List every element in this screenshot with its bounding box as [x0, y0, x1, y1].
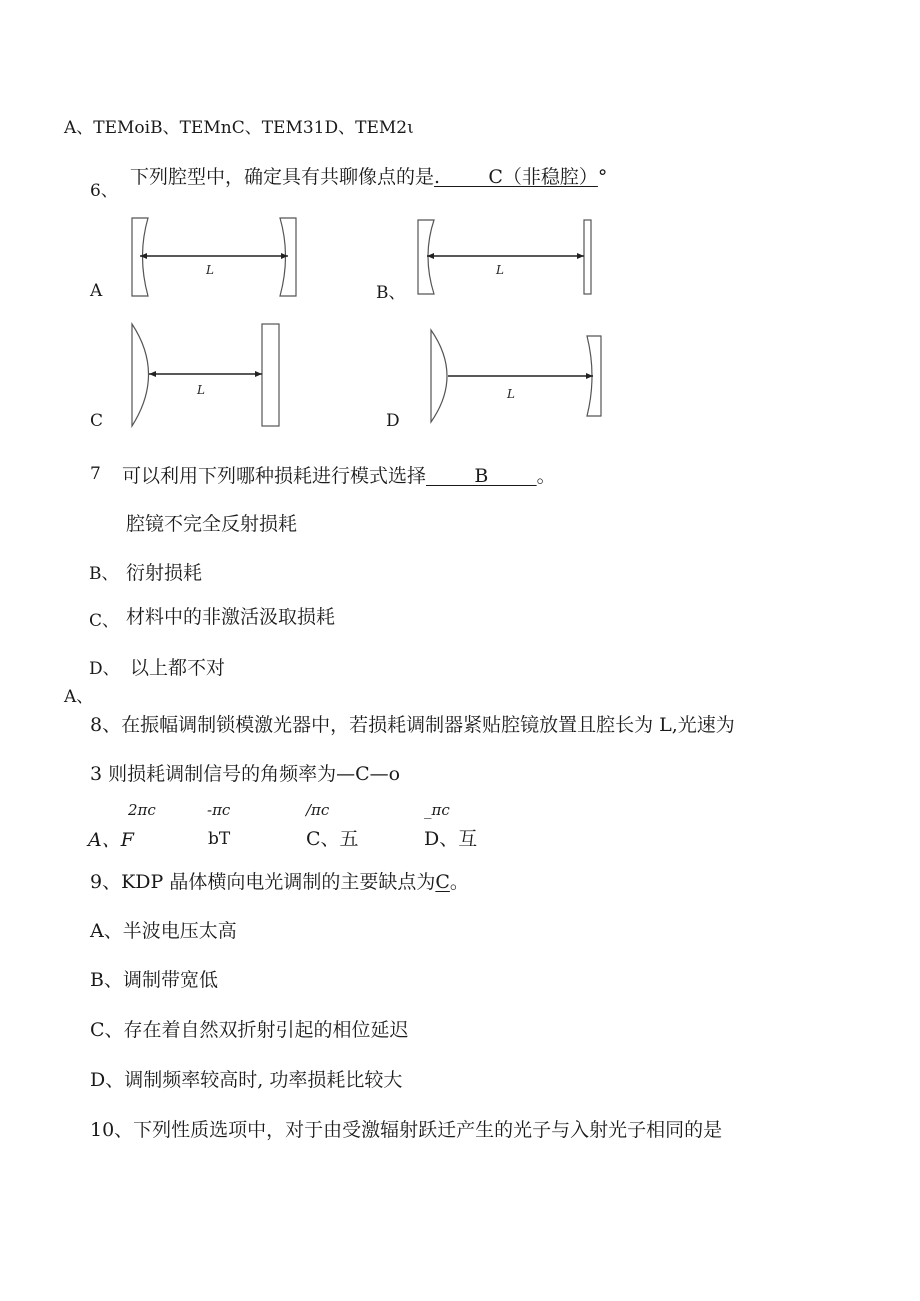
- q7-option-d-letter: D、: [89, 659, 120, 679]
- q7-option-d-text: 以上都不对: [130, 657, 226, 679]
- cavity-figure-c: [127, 322, 287, 430]
- q6-answer-blank: . C（非稳腔）: [434, 166, 598, 188]
- q7-option-b-text: 衍射损耗: [126, 562, 203, 584]
- q8-numerator-d: _πc: [424, 801, 450, 819]
- q7-stray-letter: A、: [64, 687, 94, 707]
- q8-option-a: A、F: [88, 829, 134, 851]
- q9-end: 。: [449, 871, 469, 893]
- q9-option-a: A、半波电压太高: [90, 920, 237, 942]
- length-label-b: L: [496, 263, 504, 277]
- q8-numerator-c: /πc: [306, 801, 330, 819]
- q7-option-c-letter: C、: [89, 611, 120, 631]
- option-label-a: A: [90, 281, 103, 301]
- q9-option-d: D、调制频率较高时, 功率损耗比较大: [90, 1069, 403, 1091]
- q8-line-2: 3 则损耗调制信号的角频率为—C—o: [90, 763, 401, 785]
- q9-text: 9、KDP 晶体横向电光调制的主要缺点为: [90, 871, 436, 893]
- q9-question: [90, 873, 469, 892]
- q7-text: 可以利用下列哪种损耗进行模式选择: [122, 465, 427, 487]
- length-label-c: L: [197, 383, 205, 397]
- q7-option-a: 腔镜不完全反射损耗: [126, 513, 298, 535]
- q7-answer-blank: B: [426, 465, 537, 487]
- q8-line-1: 8、在振幅调制锁模激光器中，若损耗调制器紧贴腔镜放置且腔长为 L,光速为: [90, 714, 735, 736]
- q7-option-b-letter: B、: [89, 564, 119, 584]
- q5-options: A、TEMoiB、TEMnC、TEM31D、TEM2ι: [64, 118, 414, 138]
- q9-option-c: C、存在着自然双折射引起的相位延迟: [90, 1019, 409, 1041]
- q9-answer: C: [435, 871, 450, 893]
- option-label-b: B、: [376, 283, 406, 303]
- q8-numerator-a: 2πc: [128, 801, 156, 819]
- option-label-d: D: [386, 411, 400, 431]
- q7-number: 7: [90, 464, 101, 484]
- cavity-figure-b: [414, 218, 599, 298]
- option-label-c: C: [90, 411, 104, 431]
- q8-numerator-b: -πc: [207, 801, 231, 819]
- q9-option-b: B、调制带宽低: [90, 969, 218, 991]
- q7-end: 。: [536, 465, 556, 487]
- q6-number: 6、: [90, 181, 118, 201]
- q8-option-b: bT: [208, 829, 231, 849]
- q7-option-c-text: 材料中的非激活汲取损耗: [126, 606, 336, 628]
- q6-text: 下列腔型中，确定具有共聊像点的是: [130, 166, 435, 188]
- length-label-a: L: [206, 263, 214, 277]
- q7-question: [122, 467, 556, 486]
- q8-option-c: C、五: [306, 828, 359, 850]
- q6-question: [130, 168, 607, 187]
- length-label-d: L: [507, 387, 515, 401]
- q10-question: 10、下列性质选项中，对于由受激辐射跃迁产生的光子与入射光子相同的是: [90, 1119, 723, 1141]
- q8-option-d: D、互: [424, 828, 478, 850]
- q6-end: °: [597, 166, 608, 188]
- cavity-figure-d: [427, 328, 607, 426]
- cavity-figure-a: [128, 216, 303, 298]
